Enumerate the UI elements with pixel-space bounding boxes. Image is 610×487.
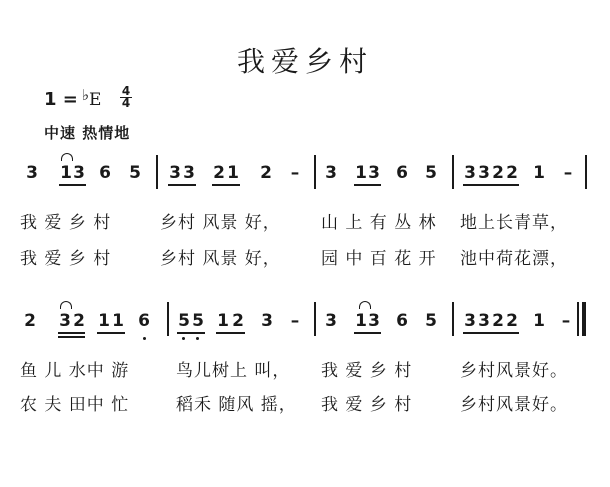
lyric: 农 夫 田中 忙 <box>20 395 130 415</box>
note: 3 <box>26 163 38 183</box>
beam-underline <box>491 184 519 186</box>
lyric: 我 爱 乡 村 <box>20 213 112 233</box>
lyric: 池中荷花漂， <box>460 249 568 269</box>
note: 3 <box>73 163 85 183</box>
note: 1 <box>533 163 545 183</box>
note: 3 <box>478 311 490 331</box>
dash: – <box>561 311 571 331</box>
barline <box>156 155 158 189</box>
note: 2 <box>492 163 504 183</box>
note: 5 <box>192 311 204 331</box>
lyric: 地上长青草， <box>460 213 568 233</box>
tie-mark <box>61 153 73 161</box>
lyric: 乡村 风景 好， <box>160 249 281 269</box>
time-signature-bottom: 4 <box>121 96 131 110</box>
lyric: 园 中 百 花 开 <box>321 249 437 269</box>
note: 5 <box>425 163 437 183</box>
note: 1 <box>533 311 545 331</box>
note: 1 <box>112 311 124 331</box>
lyric: 我 爱 乡 村 <box>321 395 413 415</box>
lyric: 乡村风景好。 <box>460 395 568 415</box>
dash: – <box>563 163 573 183</box>
key-tonic: E <box>88 90 102 110</box>
note: 1 <box>217 311 229 331</box>
note: 1 <box>98 311 110 331</box>
note: 5 <box>129 163 141 183</box>
note: 2 <box>506 311 518 331</box>
barline <box>314 302 316 336</box>
lyric: 鱼 儿 水中 游 <box>20 361 130 381</box>
lyric: 乡村风景好。 <box>460 361 568 381</box>
octave-dot <box>196 337 199 340</box>
beam-underline <box>354 332 381 334</box>
note: 3 <box>368 311 380 331</box>
note: 2 <box>73 311 85 331</box>
lyric: 我 爱 乡 村 <box>321 361 413 381</box>
beam-underline <box>59 184 86 186</box>
note: 5 <box>425 311 437 331</box>
final-barline-thick <box>582 302 586 336</box>
note: 1 <box>355 311 367 331</box>
barline <box>167 302 169 336</box>
beam-underline <box>58 336 85 338</box>
dash: – <box>290 311 300 331</box>
beam-underline <box>463 184 491 186</box>
octave-dot <box>182 337 185 340</box>
note: 1 <box>227 163 239 183</box>
note: 2 <box>24 311 36 331</box>
dash: – <box>290 163 300 183</box>
beam-underline <box>58 332 85 334</box>
lyric: 稻禾 随风 摇， <box>176 395 297 415</box>
lyric: 鸟儿树上 叫， <box>176 361 291 381</box>
note: 3 <box>59 311 71 331</box>
note: 3 <box>325 163 337 183</box>
note: 6 <box>99 163 111 183</box>
note: 3 <box>183 163 195 183</box>
octave-dot <box>143 337 146 340</box>
note: 3 <box>464 163 476 183</box>
note: 3 <box>169 163 181 183</box>
flat-sign: ♭ <box>81 86 89 104</box>
beam-underline <box>463 332 491 334</box>
beam-underline <box>177 332 205 334</box>
barline <box>314 155 316 189</box>
note: 2 <box>213 163 225 183</box>
beam-underline <box>168 184 196 186</box>
tie-mark <box>60 301 72 309</box>
tempo-marking: 中速 热情地 <box>44 124 131 142</box>
song-title: 我爱乡村 <box>236 45 373 78</box>
time-signature-top: 4 <box>121 84 131 98</box>
note: 3 <box>325 311 337 331</box>
note: 1 <box>355 163 367 183</box>
beam-underline <box>97 332 125 334</box>
note: 6 <box>138 311 150 331</box>
beam-underline <box>354 184 381 186</box>
note: 1 <box>60 163 72 183</box>
key-prefix: 1 = <box>44 89 78 110</box>
note: 5 <box>178 311 190 331</box>
key-signature <box>44 86 101 110</box>
note: 2 <box>232 311 244 331</box>
barline <box>585 155 587 189</box>
note: 2 <box>506 163 518 183</box>
note: 6 <box>396 163 408 183</box>
barline <box>452 155 454 189</box>
beam-underline <box>212 184 240 186</box>
barline <box>452 302 454 336</box>
note: 3 <box>464 311 476 331</box>
lyric: 乡村 风景 好， <box>160 213 281 233</box>
lyric: 山 上 有 丛 林 <box>321 213 437 233</box>
beam-underline <box>491 332 519 334</box>
note: 3 <box>261 311 273 331</box>
beam-underline <box>216 332 245 334</box>
note: 3 <box>478 163 490 183</box>
tie-mark <box>359 301 371 309</box>
final-barline-thin <box>577 302 579 336</box>
note: 2 <box>260 163 272 183</box>
note: 3 <box>368 163 380 183</box>
note: 6 <box>396 311 408 331</box>
time-signature <box>118 86 134 109</box>
lyric: 我 爱 乡 村 <box>20 249 112 269</box>
note: 2 <box>492 311 504 331</box>
